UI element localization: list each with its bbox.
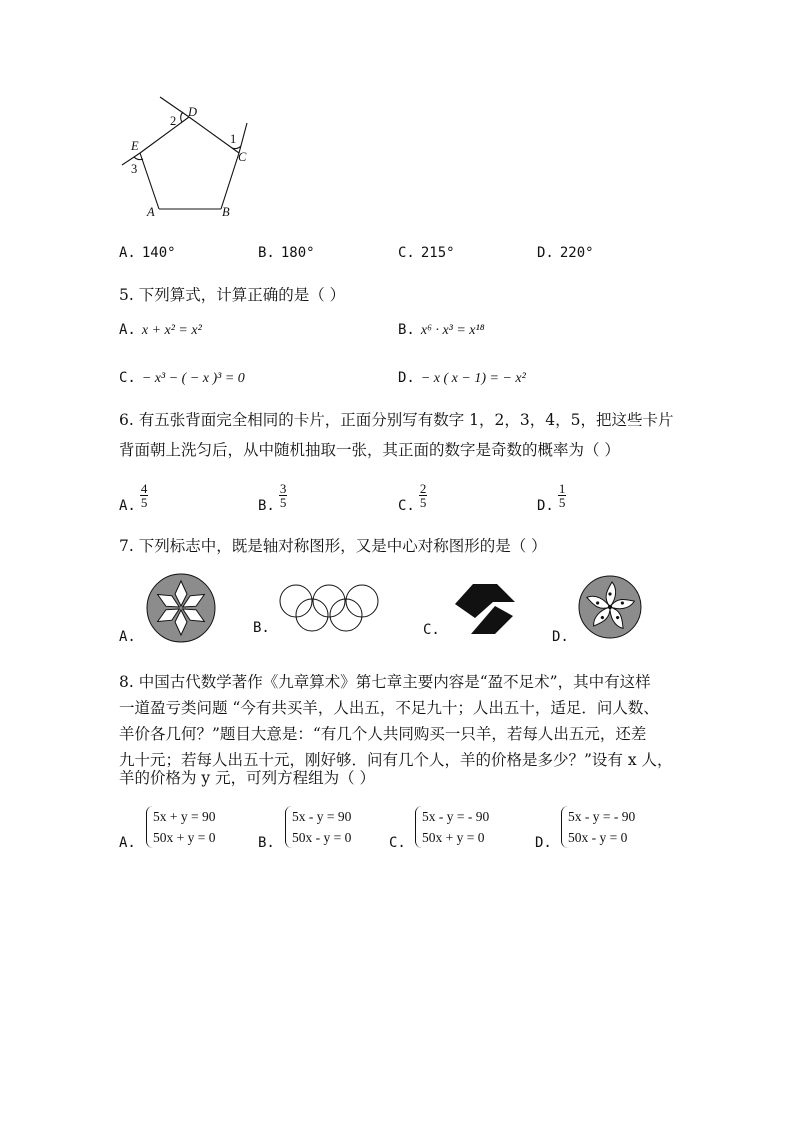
fraction: $\frac{4}{5}$ — [140, 481, 148, 510]
q8-option-a-letter[interactable]: A. — [119, 835, 136, 851]
olympic-rings-logo — [276, 582, 382, 634]
q5-option-a[interactable]: A. x + x² = x² — [119, 322, 202, 338]
pentagon-figure — [110, 95, 270, 225]
vertex-label-c: C — [238, 150, 247, 164]
angle-arc-1 — [232, 146, 241, 149]
pentagon-side-de — [140, 117, 189, 153]
q8-line1: 8. 中国古代数学著作《九章算术》第七章主要内容是“盈不足术”，其中有这样 — [119, 673, 651, 691]
q5-option-b[interactable]: B. x⁶ · x³ = x¹⁸ — [398, 322, 485, 338]
q8-option-b-system: 5x - y = 90 50x - y = 0 — [285, 806, 351, 848]
q6-option-c[interactable]: C. $\frac{2}{5}$ — [398, 481, 427, 514]
q8-line4: 九十元；若每人出五十元，刚好够．问有几个人，羊的价格是多少？”设有 x 人， — [119, 751, 673, 769]
q7-stem: 7. 下列标志中，既是轴对称图形，又是中心对称图形的是（ ） — [119, 537, 547, 555]
q6-stem-line2: 背面朝上洗匀后，从中随机抽取一张，其正面的数字是奇数的概率为（ ） — [119, 441, 620, 459]
stamen-1 — [608, 592, 611, 595]
pentagon-side-bc — [221, 153, 239, 209]
q8-line2: 一道盈亏类问题 “今有共买羊，人出五，不足九十；人出五十，适足．问人数、 — [119, 699, 659, 717]
q6-option-a[interactable]: A. $\frac{4}{5}$ — [119, 481, 148, 514]
q7-option-a-letter[interactable]: A. — [119, 629, 136, 645]
q6-option-d[interactable]: D. $\frac{1}{5}$ — [537, 481, 566, 514]
fraction: $\frac{3}{5}$ — [279, 481, 287, 510]
q5-stem: 5. 下列算式，计算正确的是（ ） — [119, 286, 346, 304]
q4-option-d[interactable]: D. 220° — [537, 245, 594, 261]
q7-option-d-letter[interactable]: D. — [552, 629, 569, 645]
q6-stem-line1: 6. 有五张背面完全相同的卡片，正面分别写有数字 1，2，3，4，5，把这些卡片 — [119, 411, 674, 429]
fraction: $\frac{1}{5}$ — [558, 481, 566, 510]
q7-option-b-letter[interactable]: B. — [253, 620, 270, 636]
ring-2 — [313, 585, 345, 617]
q8-option-d-letter[interactable]: D. — [535, 835, 552, 851]
q8-option-d-system: 5x - y = - 90 50x - y = 0 — [561, 806, 635, 848]
angle-label-3: 3 — [131, 162, 138, 176]
q8-option-c-system: 5x - y = - 90 50x + y = 0 — [415, 806, 489, 848]
flower-center — [608, 605, 612, 609]
vertex-label-b: B — [222, 205, 230, 219]
vertex-label-e: E — [131, 139, 139, 153]
q4-option-c[interactable]: C. 215° — [398, 245, 455, 261]
extension-bc — [239, 123, 247, 153]
q4-option-a[interactable]: A. 140° — [119, 245, 176, 261]
q8-line3: 羊价各几何？”题目大意是：“有几个人共同购买一只羊，若每人出五元，还差 — [119, 725, 647, 743]
q8-option-b-letter[interactable]: B. — [258, 835, 275, 851]
angle-label-1: 1 — [230, 132, 237, 146]
pentagon-side-ea — [140, 153, 159, 209]
q8-option-a-system: 5x + y = 90 50x + y = 0 — [146, 806, 215, 848]
q8-line5: 羊的价格为 y 元，可列方程组为（ ） — [119, 769, 376, 787]
hexagram-rhombus-logo — [144, 572, 218, 644]
angle-label-2: 2 — [170, 114, 177, 128]
q5-option-c[interactable]: C. − x³ − ( − x )³ = 0 — [119, 370, 245, 386]
flower-logo — [577, 574, 643, 640]
vertex-label-d: D — [188, 105, 198, 119]
vertex-label-a: A — [147, 205, 155, 219]
parallelogram-logo — [451, 582, 517, 636]
q5-option-d[interactable]: D. − x ( x − 1) = − x² — [398, 370, 526, 386]
q6-option-b[interactable]: B. $\frac{3}{5}$ — [258, 481, 287, 514]
q4-option-b[interactable]: B. 180° — [258, 245, 315, 261]
q8-option-c-letter[interactable]: C. — [389, 835, 406, 851]
q7-option-c-letter[interactable]: C. — [423, 622, 440, 638]
angle-arc-2 — [181, 112, 183, 122]
fraction: $\frac{2}{5}$ — [419, 481, 427, 510]
